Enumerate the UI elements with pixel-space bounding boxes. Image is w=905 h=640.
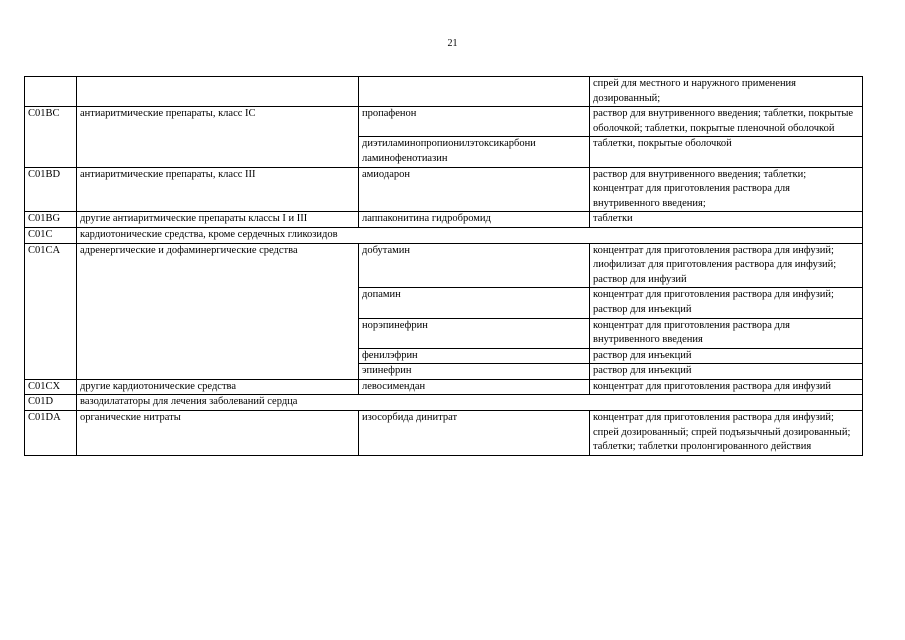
- drug-name-cell: [359, 77, 590, 107]
- dosage-form-cell: таблетки, покрытые оболочкой: [590, 137, 863, 167]
- table-row: [25, 395, 863, 411]
- drug-table: [24, 76, 863, 456]
- drug-name-cell: пропафенон: [359, 107, 590, 137]
- atc-code-cell: C01BG: [25, 212, 77, 228]
- table-row: [25, 379, 863, 395]
- drug-name-cell: лаппаконитина гидробромид: [359, 212, 590, 228]
- group-name-cell: антиаритмические препараты, класс IC: [77, 107, 359, 167]
- drug-name-cell: диэтиламинопропионилэтоксикарбони ламинофенотиазин: [359, 137, 590, 167]
- drug-name-cell: эпинефрин: [359, 364, 590, 380]
- group-name-cell: другие кардиотонические средства: [77, 379, 359, 395]
- table-row: [25, 411, 863, 456]
- drug-name-cell: изосорбида динитрат: [359, 411, 590, 456]
- dosage-form-cell: концентрат для приготовления раствора для инфузий; лиофилизат для приготовления раствора для инфузий; раствор для инфузий: [590, 243, 863, 288]
- group-name-cell: антиаритмические препараты, класс III: [77, 167, 359, 212]
- drug-name-cell: амиодарон: [359, 167, 590, 212]
- dosage-form-cell: концентрат для приготовления раствора для внутривенного введения: [590, 318, 863, 348]
- group-name-cell: [77, 77, 359, 107]
- atc-code-cell: C01C: [25, 227, 77, 243]
- table-row: [25, 227, 863, 243]
- table-row: [25, 77, 863, 107]
- atc-code-cell: C01D: [25, 395, 77, 411]
- drug-name-cell: допамин: [359, 288, 590, 318]
- table-row: [25, 243, 863, 288]
- group-name-cell: адренергические и дофаминергические средства: [77, 243, 359, 379]
- page-number: 21: [447, 38, 458, 49]
- table-row: [25, 212, 863, 228]
- atc-code-cell: C01CX: [25, 379, 77, 395]
- drug-name-cell: добутамин: [359, 243, 590, 288]
- dosage-form-cell: раствор для инъекций: [590, 364, 863, 380]
- atc-code-cell: C01CA: [25, 243, 77, 379]
- dosage-form-cell: раствор для инъекций: [590, 348, 863, 364]
- dosage-form-cell: концентрат для приготовления раствора для инфузий: [590, 379, 863, 395]
- dosage-form-cell: концентрат для приготовления раствора для инфузий; раствор для инъекций: [590, 288, 863, 318]
- group-name-cell: вазодилататоры для лечения заболеваний сердца: [77, 395, 863, 411]
- table-row: [25, 167, 863, 212]
- atc-code-cell: C01BD: [25, 167, 77, 212]
- atc-code-cell: C01DA: [25, 411, 77, 456]
- drug-name-cell: левосимендан: [359, 379, 590, 395]
- drug-name-cell: фенилэфрин: [359, 348, 590, 364]
- group-name-cell: другие антиаритмические препараты классы I и III: [77, 212, 359, 228]
- table-row: [25, 107, 863, 137]
- atc-code-cell: C01BC: [25, 107, 77, 167]
- dosage-form-cell: раствор для внутривенного введения; таблетки; концентрат для приготовления раствора для внутривенного введения;: [590, 167, 863, 212]
- dosage-form-cell: концентрат для приготовления раствора для инфузий; спрей дозированный; спрей подъязычный дозированный; таблетки; таблетки пролонгированного действия: [590, 411, 863, 456]
- dosage-form-cell: раствор для внутривенного введения; таблетки, покрытые оболочкой; таблетки, покрытые пленочной оболочкой: [590, 107, 863, 137]
- group-name-cell: органические нитраты: [77, 411, 359, 456]
- group-name-cell: кардиотонические средства, кроме сердечных гликозидов: [77, 227, 863, 243]
- dosage-form-cell: таблетки: [590, 212, 863, 228]
- drug-name-cell: норэпинефрин: [359, 318, 590, 348]
- atc-code-cell: [25, 77, 77, 107]
- dosage-form-cell: спрей для местного и наружного применения дозированный;: [590, 77, 863, 107]
